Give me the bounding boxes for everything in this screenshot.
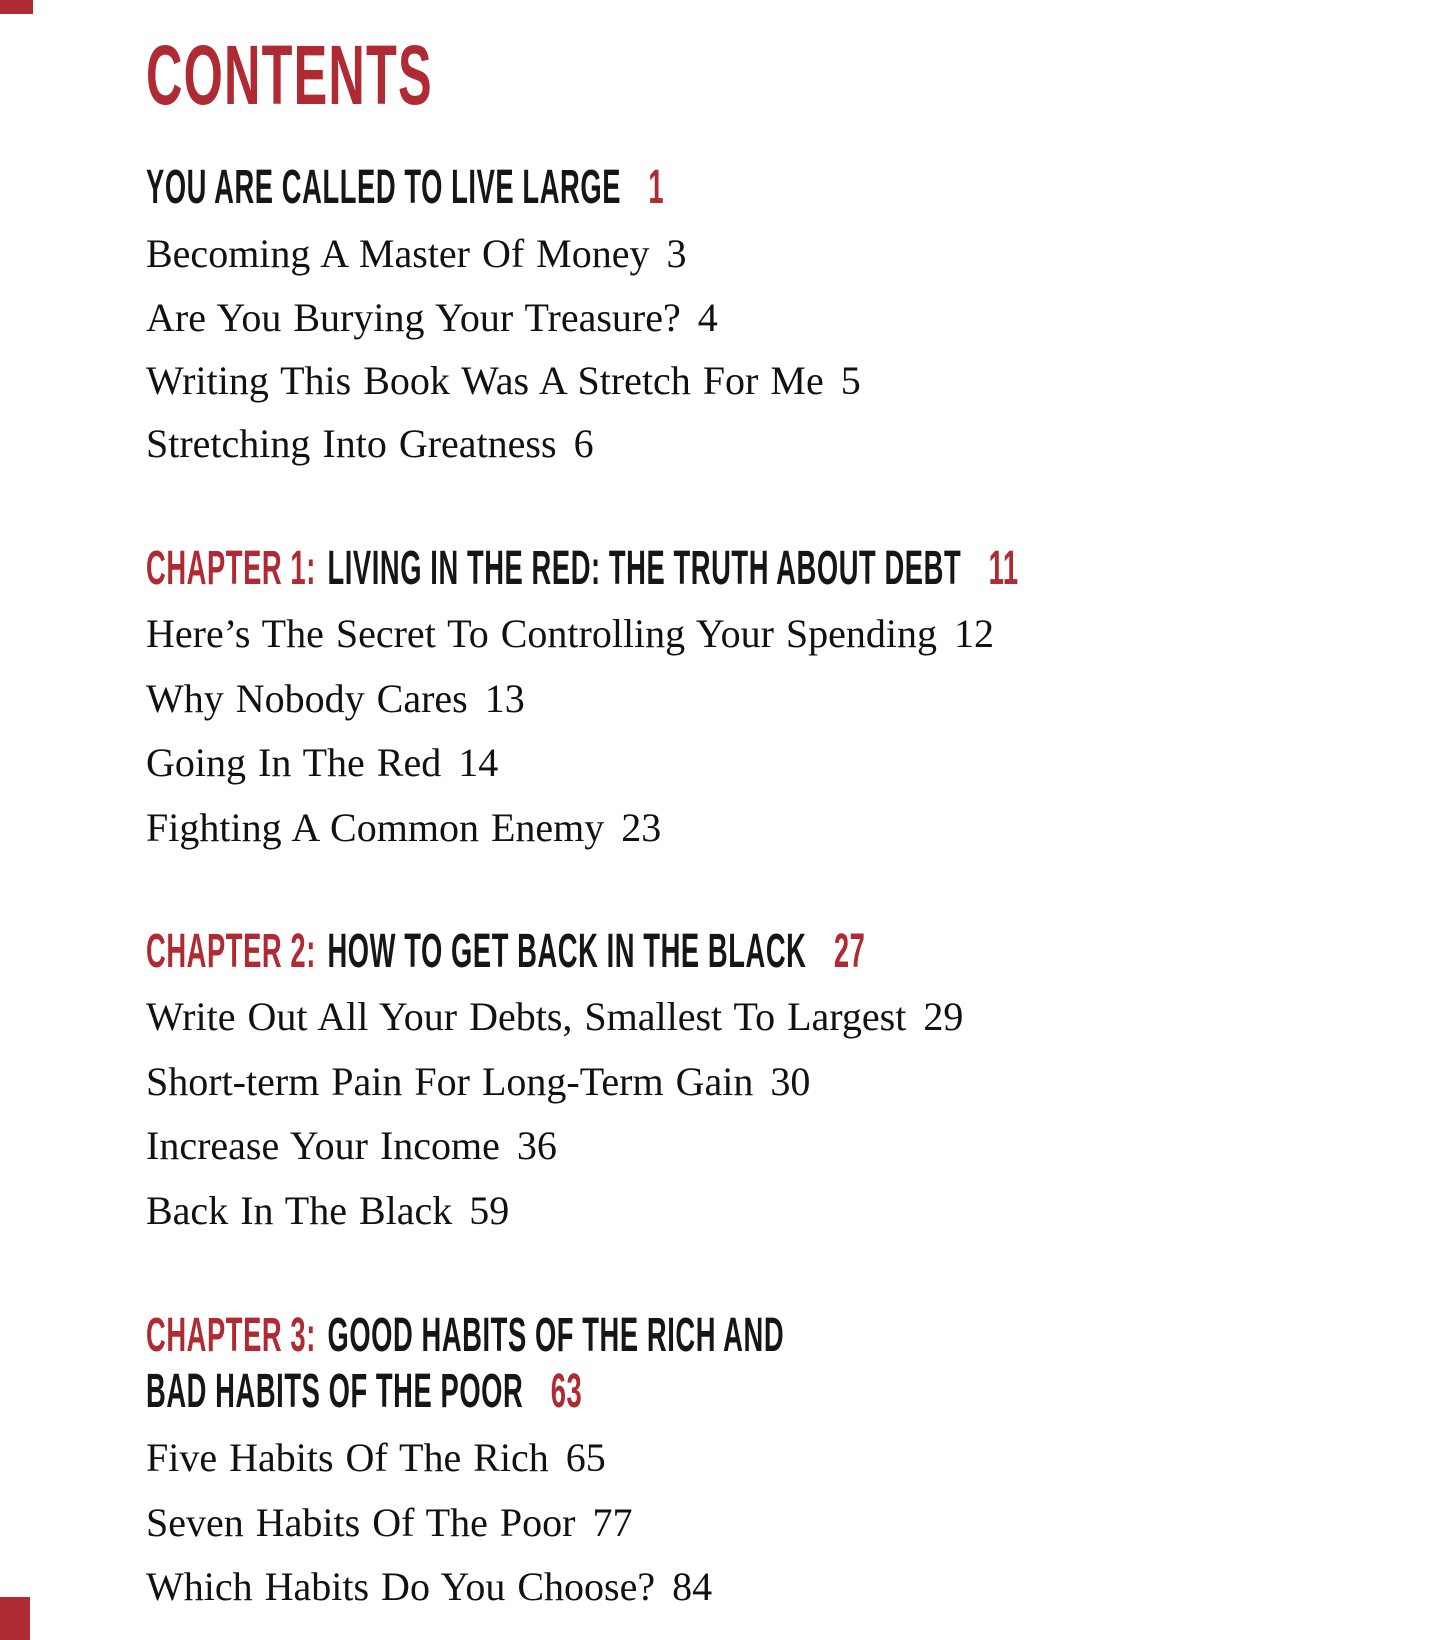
chapter-label: CHAPTER 3: [146,1309,316,1362]
entry-title: Going In The Red [146,740,442,785]
chapter-page-number: 11 [988,542,1019,595]
entry-page-number: 5 [840,358,861,403]
entry-page-number: 65 [565,1435,606,1480]
section-title: YOU ARE CALLED TO LIVE LARGE [146,161,622,214]
entry-title: Seven Habits Of The Poor [146,1500,576,1545]
page-title-text: CONTENTS [146,28,433,122]
page-corner-artifact-top-left [0,0,33,14]
entry-page-number: 36 [516,1123,557,1168]
chapter-title: HOW TO GET BACK IN THE BLACK [327,925,807,978]
chapter-title-line2: BAD HABITS OF THE POOR [146,1365,524,1418]
chapter-heading-3-line1 [146,1309,1266,1362]
entry-page-number: 12 [954,611,995,656]
toc-entry [146,1435,606,1480]
toc-entry [146,676,525,721]
entry-title: Stretching Into Greatness [146,421,557,466]
chapter-heading-2 [146,925,1408,978]
toc-entry [146,295,718,340]
chapter-label: CHAPTER 2: [146,925,316,978]
toc-entry [146,358,861,403]
entry-page-number: 29 [923,994,964,1039]
chapter-page-number: 63 [550,1365,583,1418]
toc-entry [146,994,964,1039]
chapter-title: LIVING IN THE RED: THE TRUTH ABOUT DEBT [327,542,962,595]
entry-page-number: 3 [666,231,687,276]
page-corner-artifact-bottom-left [0,1597,30,1640]
toc-entry [146,740,499,785]
entry-title: Fighting A Common Enemy [146,805,605,850]
entry-title: Which Habits Do You Choose? [146,1564,656,1609]
section-page-number: 1 [648,161,665,214]
entry-title: Becoming A Master Of Money [146,231,650,276]
entry-title: Write Out All Your Debts, Smallest To Largest [146,994,907,1039]
toc-entry [146,1123,557,1168]
chapter-heading-3-line2 [146,1365,911,1418]
toc-entry [146,611,995,656]
toc-entry [146,1500,633,1545]
entry-title: Why Nobody Cares [146,676,468,721]
toc-entry [146,1564,713,1609]
entry-page-number: 14 [458,740,499,785]
entry-page-number: 59 [469,1188,510,1233]
chapter-heading-1 [146,542,1445,595]
entry-page-number: 77 [592,1500,633,1545]
page-title [146,28,624,122]
entry-title: Back In The Black [146,1188,453,1233]
entry-title: Five Habits Of The Rich [146,1435,549,1480]
entry-page-number: 84 [672,1564,713,1609]
entry-title: Increase Your Income [146,1123,500,1168]
chapter-title-line1: GOOD HABITS OF THE RICH AND [327,1309,785,1362]
toc-entry [146,805,662,850]
toc-entry [146,1188,510,1233]
toc-entry [146,421,594,466]
section-heading-intro [146,161,1055,214]
entry-title: Here’s The Secret To Controlling Your Spending [146,611,938,656]
entry-page-number: 4 [697,295,718,340]
entry-title: Short-term Pain For Long-Term Gain [146,1059,754,1104]
chapter-page-number: 27 [833,925,866,978]
entry-page-number: 30 [770,1059,811,1104]
chapter-label: CHAPTER 1: [146,542,316,595]
entry-title: Writing This Book Was A Stretch For Me [146,358,824,403]
entry-page-number: 13 [484,676,525,721]
entry-page-number: 23 [621,805,662,850]
entry-title: Are You Burying Your Treasure? [146,295,681,340]
toc-entry [146,1059,811,1104]
entry-page-number: 6 [573,421,594,466]
toc-entry [146,231,687,276]
